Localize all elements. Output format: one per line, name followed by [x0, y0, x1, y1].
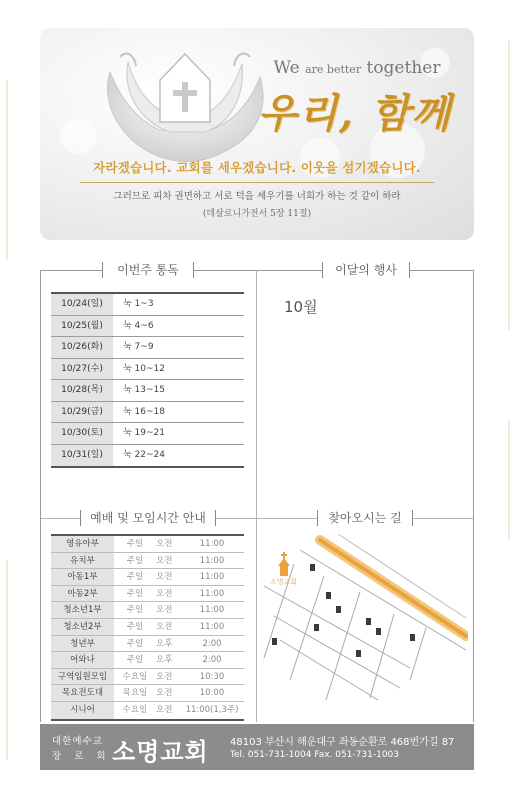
hero-verse-ref: (데살로니가전서 5장 11절)	[202, 209, 312, 219]
worship-schedule-table	[51, 534, 244, 721]
motto-big: 우리, 함께	[257, 90, 453, 137]
month-label: 10월	[284, 298, 318, 316]
reading-row	[51, 294, 244, 316]
directions-title: 찾아오시는 길	[317, 510, 413, 526]
reading-date: 10/29(금)	[51, 402, 113, 423]
reading-passage: 눅 1~3	[123, 299, 154, 309]
reading-row	[51, 423, 244, 445]
schedule-ampm: 오후	[156, 655, 173, 666]
reading-date: 10/24(일)	[51, 294, 113, 315]
reading-row	[51, 402, 244, 424]
schedule-day: 목요일	[122, 688, 148, 699]
schedule-ampm: 오전	[156, 605, 173, 616]
reading-row	[51, 380, 244, 402]
schedule-time: 2:00	[202, 638, 222, 649]
schedule-time: 11:00(1,3주)	[185, 704, 239, 715]
reading-passage: 눅 7~9	[123, 342, 154, 352]
schedule-name: 어와나	[51, 652, 114, 668]
schedule-row	[51, 569, 244, 586]
schedule-row	[51, 685, 244, 702]
schedule-day: 주일	[126, 605, 144, 616]
motto-small-words: are better	[305, 63, 362, 76]
schedule-ampm: 오전	[156, 621, 173, 632]
schedule-name: 시니어	[51, 702, 114, 719]
reading-passage: 눅 16~18	[123, 406, 166, 417]
schedule-ampm: 오전	[156, 572, 173, 583]
reading-passage: 눅 10~12	[123, 363, 166, 374]
weekly-reading-title: 이번주 통독	[102, 262, 194, 278]
schedule-row	[51, 652, 244, 669]
schedule-time: 10:30	[199, 671, 225, 682]
schedule-ampm: 오전	[156, 539, 173, 549]
schedule-row	[51, 536, 244, 553]
schedule-time: 10:00	[199, 688, 225, 699]
church-location-icon	[278, 552, 290, 576]
schedule-ampm: 오전	[156, 588, 173, 599]
reading-row	[51, 445, 244, 467]
footer-denomination: 대한예수교	[52, 736, 103, 747]
footer-bar	[40, 724, 474, 770]
right-decor-line	[508, 420, 510, 540]
reading-date: 10/26(화)	[51, 337, 113, 358]
schedule-day: 수요일	[122, 671, 148, 682]
schedule-day: 주일	[126, 539, 144, 549]
schedule-time: 11:00	[199, 555, 225, 566]
monthly-events-title: 이달의 행사	[322, 262, 410, 278]
footer-contact: Tel. 051-731-1004 Fax. 051-731-1003	[230, 750, 400, 760]
left-decor-line	[6, 560, 8, 760]
reading-row	[51, 316, 244, 338]
schedule-time: 11:00	[199, 621, 225, 632]
schedule-ampm: 오전	[156, 688, 173, 699]
schedule-day: 수요일	[122, 704, 148, 715]
reading-passage: 눅 19~21	[123, 428, 166, 438]
hero-divider	[80, 182, 434, 183]
motto-small	[252, 58, 462, 78]
schedule-day: 주일	[126, 655, 144, 666]
schedule-day: 주일	[126, 588, 144, 599]
schedule-row	[51, 669, 244, 686]
reading-row	[51, 359, 244, 381]
schedule-name: 영유아부	[51, 536, 114, 552]
schedule-day: 주일	[126, 638, 144, 649]
frame-center-line	[256, 270, 257, 722]
schedule-name: 청소년2부	[51, 619, 114, 635]
footer-church-name: 소명교회	[112, 738, 209, 766]
hero-verse: 그러므로 피차 권면하고 서로 덕을 세우기를 너희가 하는 것 같이 하라	[113, 191, 401, 202]
reading-passage: 눅 4~6	[123, 320, 154, 331]
reading-date: 10/31(일)	[51, 445, 113, 467]
schedule-time: 2:00	[202, 655, 222, 666]
schedule-time: 11:00	[199, 605, 225, 616]
schedule-name: 청년부	[51, 636, 114, 652]
reading-passage: 눅 13~15	[123, 385, 166, 395]
schedule-name: 목요전도대	[51, 685, 114, 701]
schedule-ampm: 오전	[156, 671, 173, 682]
reading-date: 10/27(수)	[51, 359, 113, 380]
schedule-time: 11:00	[199, 572, 225, 583]
footer-role: 장 로 회	[52, 751, 111, 762]
schedule-day: 주일	[126, 572, 144, 583]
reading-date: 10/28(목)	[51, 380, 113, 401]
schedule-day: 주일	[126, 555, 144, 566]
hero-banner	[40, 28, 474, 240]
motto-we: We	[273, 58, 300, 78]
schedule-row	[51, 553, 244, 570]
reading-passage: 눅 22~24	[123, 449, 166, 460]
worship-schedule-title: 예배 및 모임시간 안내	[80, 510, 216, 526]
frame-left-line	[40, 270, 41, 722]
schedule-ampm: 오전	[156, 704, 173, 715]
right-decor-line	[508, 40, 510, 330]
schedule-name: 유치부	[51, 553, 114, 569]
schedule-row	[51, 702, 244, 719]
schedule-row	[51, 619, 244, 636]
schedule-row	[51, 586, 244, 603]
footer-address: 48103 부산시 해운대구 좌동순환로 468번가길 87	[230, 737, 455, 748]
reading-date: 10/25(월)	[51, 316, 113, 337]
frame-right-line	[473, 270, 474, 722]
schedule-time: 11:00	[199, 588, 225, 599]
hero-slogan: 자라겠습니다. 교회를 세우겠습니다. 이웃을 섬기겠습니다.	[93, 160, 421, 175]
motto-together: together	[366, 58, 441, 78]
schedule-ampm: 오전	[156, 555, 173, 566]
schedule-name: 아동2부	[51, 586, 114, 602]
schedule-row	[51, 602, 244, 619]
church-map-label: 소명교회	[270, 578, 298, 586]
schedule-ampm: 오후	[156, 638, 173, 649]
reading-row	[51, 337, 244, 359]
weekly-reading-table	[51, 292, 244, 468]
schedule-name: 구역임원모임	[51, 669, 114, 685]
schedule-name: 청소년1부	[51, 602, 114, 618]
schedule-day: 주일	[126, 621, 144, 632]
schedule-time: 11:00	[199, 539, 225, 549]
schedule-name: 아동1부	[51, 569, 114, 585]
left-decor-line	[6, 80, 8, 260]
schedule-row	[51, 636, 244, 653]
directions-map	[260, 530, 468, 708]
reading-date: 10/30(토)	[51, 423, 113, 444]
